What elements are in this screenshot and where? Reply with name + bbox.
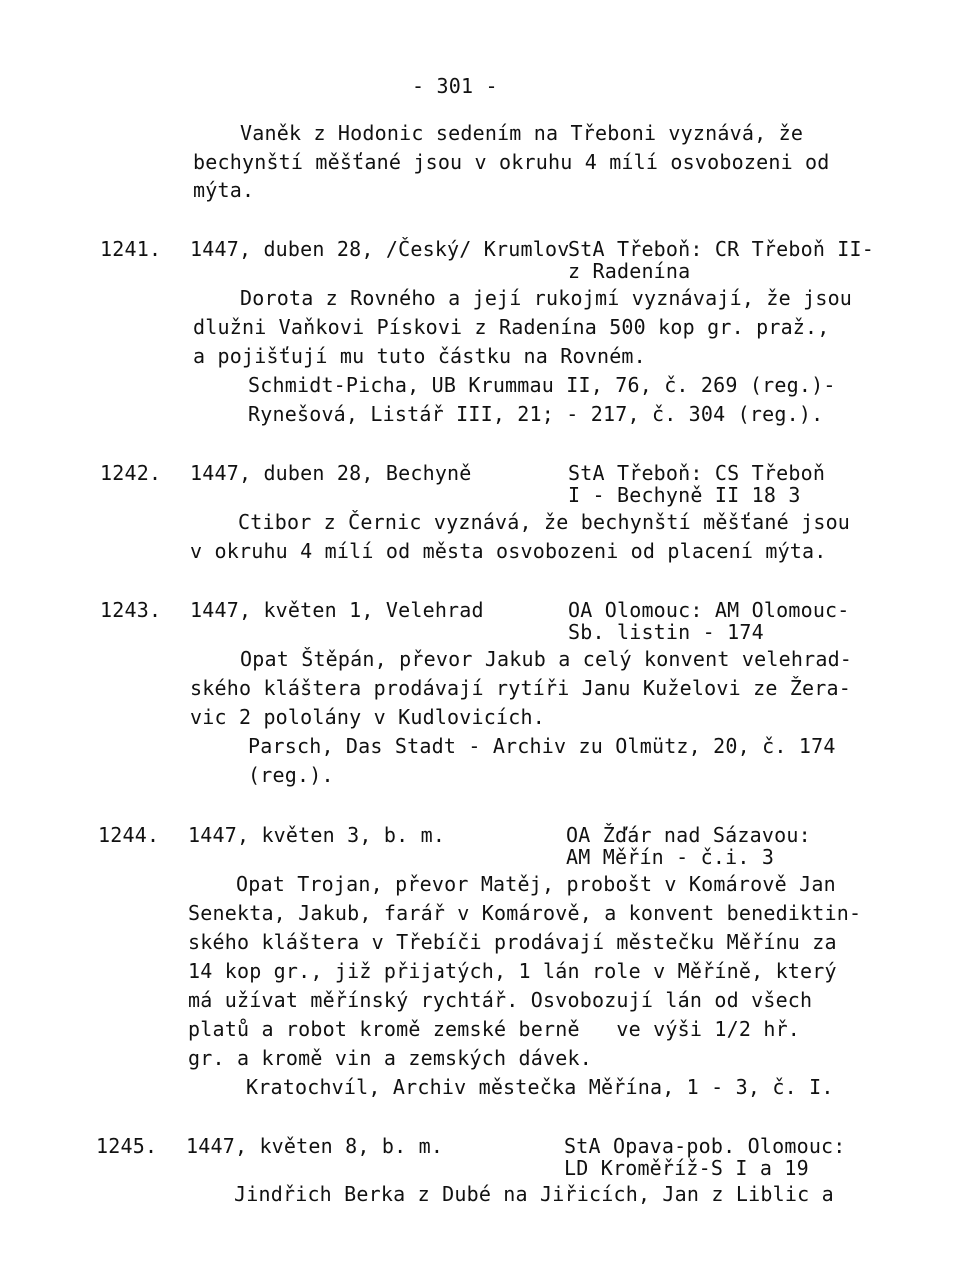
entry-text: a pojišťují mu tuto částku na Rovném. [193, 344, 646, 368]
entry-text: v okruhu 4 mílí od města osvobozeni od placení mýta. [190, 539, 827, 563]
entry-source: LD Kroměříž-S I a 19 [564, 1156, 809, 1180]
intro-line: Vaněk z Hodonic sedením na Třeboni vyznává, že [240, 121, 804, 145]
entry-source: z Radenína [568, 259, 691, 283]
entry-number: 1245. [96, 1134, 158, 1158]
entry-number: 1242. [100, 461, 162, 485]
entry-source: AM Měřín - č.i. 3 [566, 845, 775, 869]
intro-line: mýta. [193, 178, 255, 202]
entry-text: Ctibor z Černic vyznává, že bechynští měšťané jsou [238, 510, 851, 534]
entry-source: OA Olomouc: AM Olomouc- [568, 598, 850, 622]
intro-line: bechynští měšťané jsou v okruhu 4 mílí osvobozeni od [193, 150, 830, 174]
entry-reference: Schmidt-Picha, UB Krummau II, 76, č. 269 (reg.)- [248, 373, 836, 397]
entry-text: platů a robot kromě zemské berně ve výši 1/2 hř. [188, 1017, 801, 1041]
entry-text: Opat Trojan, převor Matěj, probošt v Komárově Jan [236, 872, 836, 896]
entry-source: I - Bechyně II 18 3 [568, 483, 801, 507]
entry-text: ského kláštera prodávají rytíři Janu Kuželovi ze Žera- [190, 676, 852, 700]
entry-number: 1243. [100, 598, 162, 622]
entry-date: 1447, květen 8, b. m. [186, 1134, 444, 1158]
entry-number: 1241. [100, 237, 162, 261]
entry-source: Sb. listin - 174 [568, 620, 764, 644]
entry-source: StA Třeboň: CS Třeboň [568, 461, 826, 485]
entry-reference: Rynešová, Listář III, 21; - 217, č. 304 (reg.). [248, 402, 824, 426]
entry-source: StA Opava-pob. Olomouc: [564, 1134, 846, 1158]
entry-text: ského kláštera v Třebíči prodávají městečku Měřínu za [188, 930, 837, 954]
entry-number: 1244. [98, 823, 160, 847]
entry-date: 1447, duben 28, /Český/ Krumlov [190, 237, 570, 261]
entry-text: Dorota z Rovného a její rukojmí vyznávají, že jsou [240, 286, 853, 310]
page-number: - 301 - [412, 74, 498, 98]
entry-text: dlužni Vaňkovi Pískovi z Radenína 500 kop gr. praž., [193, 315, 830, 339]
entry-text: vic 2 pololány v Kudlovicích. [190, 705, 545, 729]
entry-source: StA Třeboň: CR Třeboň II- [568, 237, 875, 261]
entry-reference: Kratochvíl, Archiv městečka Měřína, 1 - 3, č. I. [246, 1075, 834, 1099]
entry-source: OA Žďár nad Sázavou: [566, 823, 811, 847]
entry-text: má užívat měřínský rychtář. Osvobozují lán od všech [188, 988, 813, 1012]
entry-text: 14 kop gr., již přijatých, 1 lán role v Měříně, který [188, 959, 837, 983]
entry-text: Jindřich Berka z Dubé na Jiřicích, Jan z Liblic a [234, 1182, 834, 1206]
entry-text: Opat Štěpán, převor Jakub a celý konvent velehrad- [240, 647, 853, 671]
entry-text: Senekta, Jakub, farář v Komárově, a konvent benediktin- [188, 901, 862, 925]
entry-date: 1447, duben 28, Bechyně [190, 461, 472, 485]
entry-reference: Parsch, Das Stadt - Archiv zu Olmütz, 20, č. 174 [248, 734, 836, 758]
entry-reference: (reg.). [248, 763, 334, 787]
entry-text: gr. a kromě vin a zemských dávek. [188, 1046, 592, 1070]
entry-date: 1447, květen 1, Velehrad [190, 598, 484, 622]
entry-date: 1447, květen 3, b. m. [188, 823, 446, 847]
